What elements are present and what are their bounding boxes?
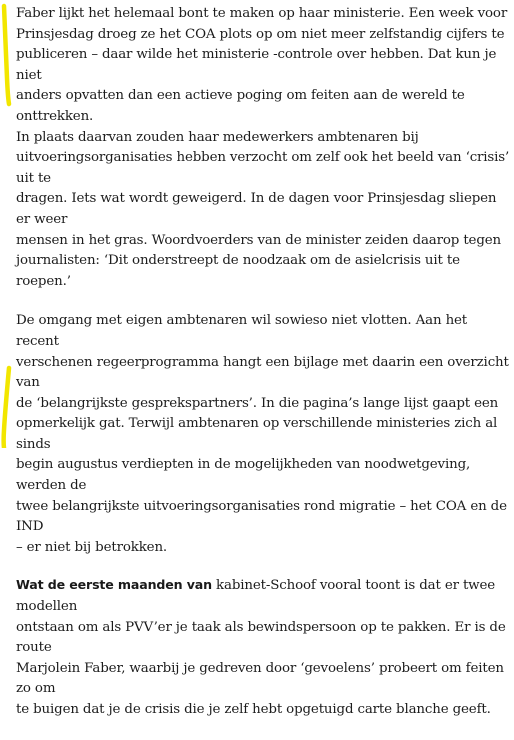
text-line: De omgang met eigen ambtenaren wil sowieso niet vlotten. Aan het recent: [16, 313, 468, 349]
text-line: – er niet bij betrokken.: [16, 539, 168, 555]
text-line: publiceren – daar wilde het ministerie -controle over hebben. Dat kun je niet: [16, 47, 497, 83]
text-line: Faber lijkt het helemaal bont te maken op haar ministerie. Een week voor: [16, 6, 508, 21]
text-line: ontstaan om als PVV’er je taak als bewindspersoon op te pakken. Er is de route: [16, 619, 506, 656]
text-line: te buigen dat je de crisis die je zelf hebt opgetuigd carte blanche geeft.: [16, 702, 491, 717]
paragraph-2: [16, 311, 510, 558]
highlighter-mark-bottom: [0, 360, 14, 448]
text-line: In plaats daarvan zouden haar medewerkers ambtenaren bij: [16, 129, 419, 145]
text-line: journalisten: ‘Dit onderstreept de noodzaak om de asielcrisis uit te roepen.’: [16, 253, 460, 289]
article-body: [16, 4, 510, 740]
text-line: anders opvatten dan een actieve poging om feiten aan de wereld te onttrekken.: [16, 88, 465, 124]
text-line: opmerkelijk gat. Terwijl ambtenaren op verschillende ministeries zich al sinds: [16, 416, 498, 452]
text-line: twee belangrijkste uitvoeringsorganisaties rond migratie – het COA en de IND: [16, 498, 507, 535]
paragraph-1: [16, 4, 510, 292]
text-line: de ‘belangrijkste gesprekspartners’. In die pagina’s lange lijst gaapt een: [16, 395, 499, 411]
text-line-first: [16, 575, 510, 617]
text-line: Prinsjesdag droeg ze het COA plots op om niet meer zelfstandig cijfers te: [16, 26, 505, 42]
lead-in-rest: kabinet-Schoof vooral toont is dat er twee modellen: [16, 578, 496, 615]
text-line: mensen in het gras. Woordvoerders van de minister zeiden daarop tegen: [16, 232, 501, 248]
paragraph-3: [16, 575, 510, 720]
text-line: verschenen regeerprogramma hangt een bijlage met daarin een overzicht van: [16, 354, 509, 391]
highlighter-mark-top: [0, 0, 14, 110]
text-line: begin augustus verdiepten in de mogelijkheden van noodwetgeving, werden de: [16, 457, 471, 494]
text-line: Marjolein Faber, waarbij je gedreven door ‘gevoelens’ probeert om feiten zo om: [16, 660, 504, 697]
text-line: uitvoeringsorganisaties hebben verzocht om zelf ook het beeld van ‘crisis’ uit te: [16, 150, 510, 186]
lead-in-bold: Wat de eerste maanden van: [16, 577, 212, 593]
text-line: dragen. Iets wat wordt geweigerd. In de dagen voor Prinsjesdag sliepen er weer: [16, 191, 497, 227]
